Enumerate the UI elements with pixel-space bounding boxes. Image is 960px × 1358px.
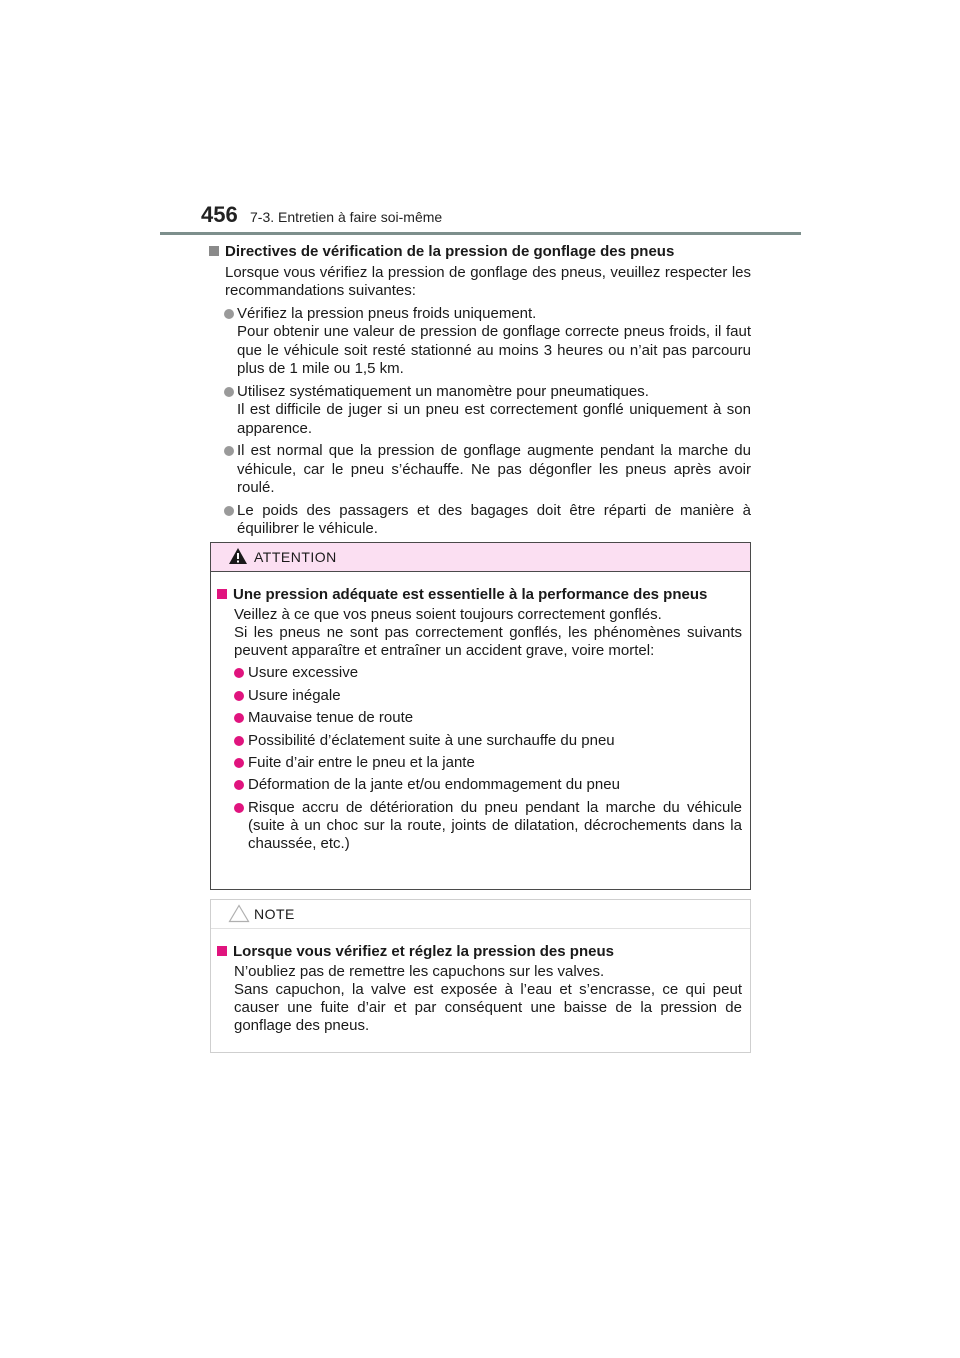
section-title: 7-3. Entretien à faire soi-même (250, 209, 443, 225)
list-item-text: Fuite d’air entre le pneu et la jante (248, 753, 475, 771)
list-item (209, 383, 751, 439)
bullet-dot-icon (234, 713, 244, 723)
list-item-text: Usure excessive (248, 664, 359, 682)
bullet-dot-icon (224, 446, 234, 456)
list-item-text: Le poids des passagers et des bagages doit être réparti de manière à équilibrer le véhicule. (237, 501, 751, 537)
list-item-text: Possibilité d’éclatement suite à une surchauffe du pneu (248, 731, 615, 749)
list-item-lead: Vérifiez la pression pneus froids uniquement. (237, 304, 537, 322)
list-item (217, 709, 742, 727)
caution-triangle-outline-icon (228, 904, 250, 926)
bullet-dot-icon (234, 803, 244, 813)
note-para-line: N’oubliez pas de remettre les capuchons sur les valves. (234, 963, 605, 980)
list-item-text: Mauvaise tenue de route (248, 709, 414, 727)
note-para-line: Sans capuchon, la valve est exposée à l’eau et s’encrasse, ce qui peut causer une fuite d’air et par conséquent une baisse de la pression de gonflage des pneus. (234, 981, 742, 1034)
note-heading-text: Lorsque vous vérifiez et réglez la pression des pneus (233, 943, 614, 960)
attention-para-line: Veillez à ce que vos pneus soient toujours correctement gonflés. (234, 606, 662, 623)
list-item-text: Pour obtenir une valeur de pression de gonflage correcte pneus froids, il faut que le véhicule soit resté stationné au moins 3 heures ou n’ait pas parcouru plus de 1 mile ou 1,5 km. (237, 323, 751, 377)
note-body (211, 929, 750, 1035)
list-item (217, 664, 742, 682)
list-item (217, 687, 742, 705)
list-item (217, 732, 742, 750)
note-header (211, 900, 750, 929)
bullet-dot-icon (224, 309, 234, 319)
attention-heading-text: Une pression adéquate est essentielle à la performance des pneus (233, 586, 708, 603)
list-item (209, 502, 751, 539)
main-content (209, 243, 751, 539)
bullet-dot-icon (234, 668, 244, 678)
attention-label: ATTENTION (254, 549, 337, 565)
header-divider (160, 232, 801, 235)
attention-paragraph (234, 606, 742, 660)
note-heading (217, 943, 742, 961)
attention-body (211, 572, 750, 853)
list-item (217, 776, 742, 794)
list-item (209, 305, 751, 379)
bullet-dot-icon (234, 691, 244, 701)
note-label: NOTE (254, 906, 295, 922)
warning-triangle-icon (228, 547, 248, 568)
list-item-text: Usure inégale (248, 686, 341, 704)
note-paragraph (234, 963, 742, 1035)
intro-paragraph: Lorsque vous vérifiez la pression de gonflage des pneus, veuillez respecter les recommandations suivantes: (225, 263, 751, 299)
list-item-text: Déformation de la jante et/ou endommagement du pneu (248, 776, 620, 794)
attention-heading (217, 586, 742, 604)
bullet-dot-icon (234, 736, 244, 746)
bullet-dot-icon (224, 387, 234, 397)
page-number: 456 (201, 202, 238, 227)
attention-box (210, 542, 751, 890)
square-bullet-icon (217, 946, 227, 956)
section-heading-text: Directives de vérification de la pression de gonflage des pneus (225, 243, 675, 260)
list-item-lead: Utilisez systématiquement un manomètre pour pneumatiques. (237, 382, 649, 400)
list-item (217, 799, 742, 853)
attention-para-line: Si les pneus ne sont pas correctement gonflés, les phénomènes suivants peuvent apparaître et entraîner un accident grave, voire mortel: (234, 624, 742, 659)
bullet-dot-icon (234, 780, 244, 790)
list-item-text: Risque accru de détérioration du pneu pendant la marche du véhicule (suite à un choc sur la route, joints de dilatation, décrochements dans la chaussée, etc.) (248, 798, 742, 852)
square-bullet-icon (209, 246, 219, 256)
attention-header (211, 543, 750, 572)
note-box (210, 899, 751, 1053)
list-item-text: Il est normal que la pression de gonflage augmente pendant la marche du véhicule, car le pneu s’échauffe. Ne pas dégonfler les pneus après avoir roulé. (237, 442, 751, 496)
list-item (209, 442, 751, 498)
bullet-dot-icon (224, 506, 234, 516)
section-heading (209, 243, 751, 262)
square-bullet-icon (217, 589, 227, 599)
list-item (217, 754, 742, 772)
list-item-text: Il est difficile de juger si un pneu est correctement gonflé uniquement à son apparence. (237, 401, 751, 437)
bullet-dot-icon (234, 758, 244, 768)
